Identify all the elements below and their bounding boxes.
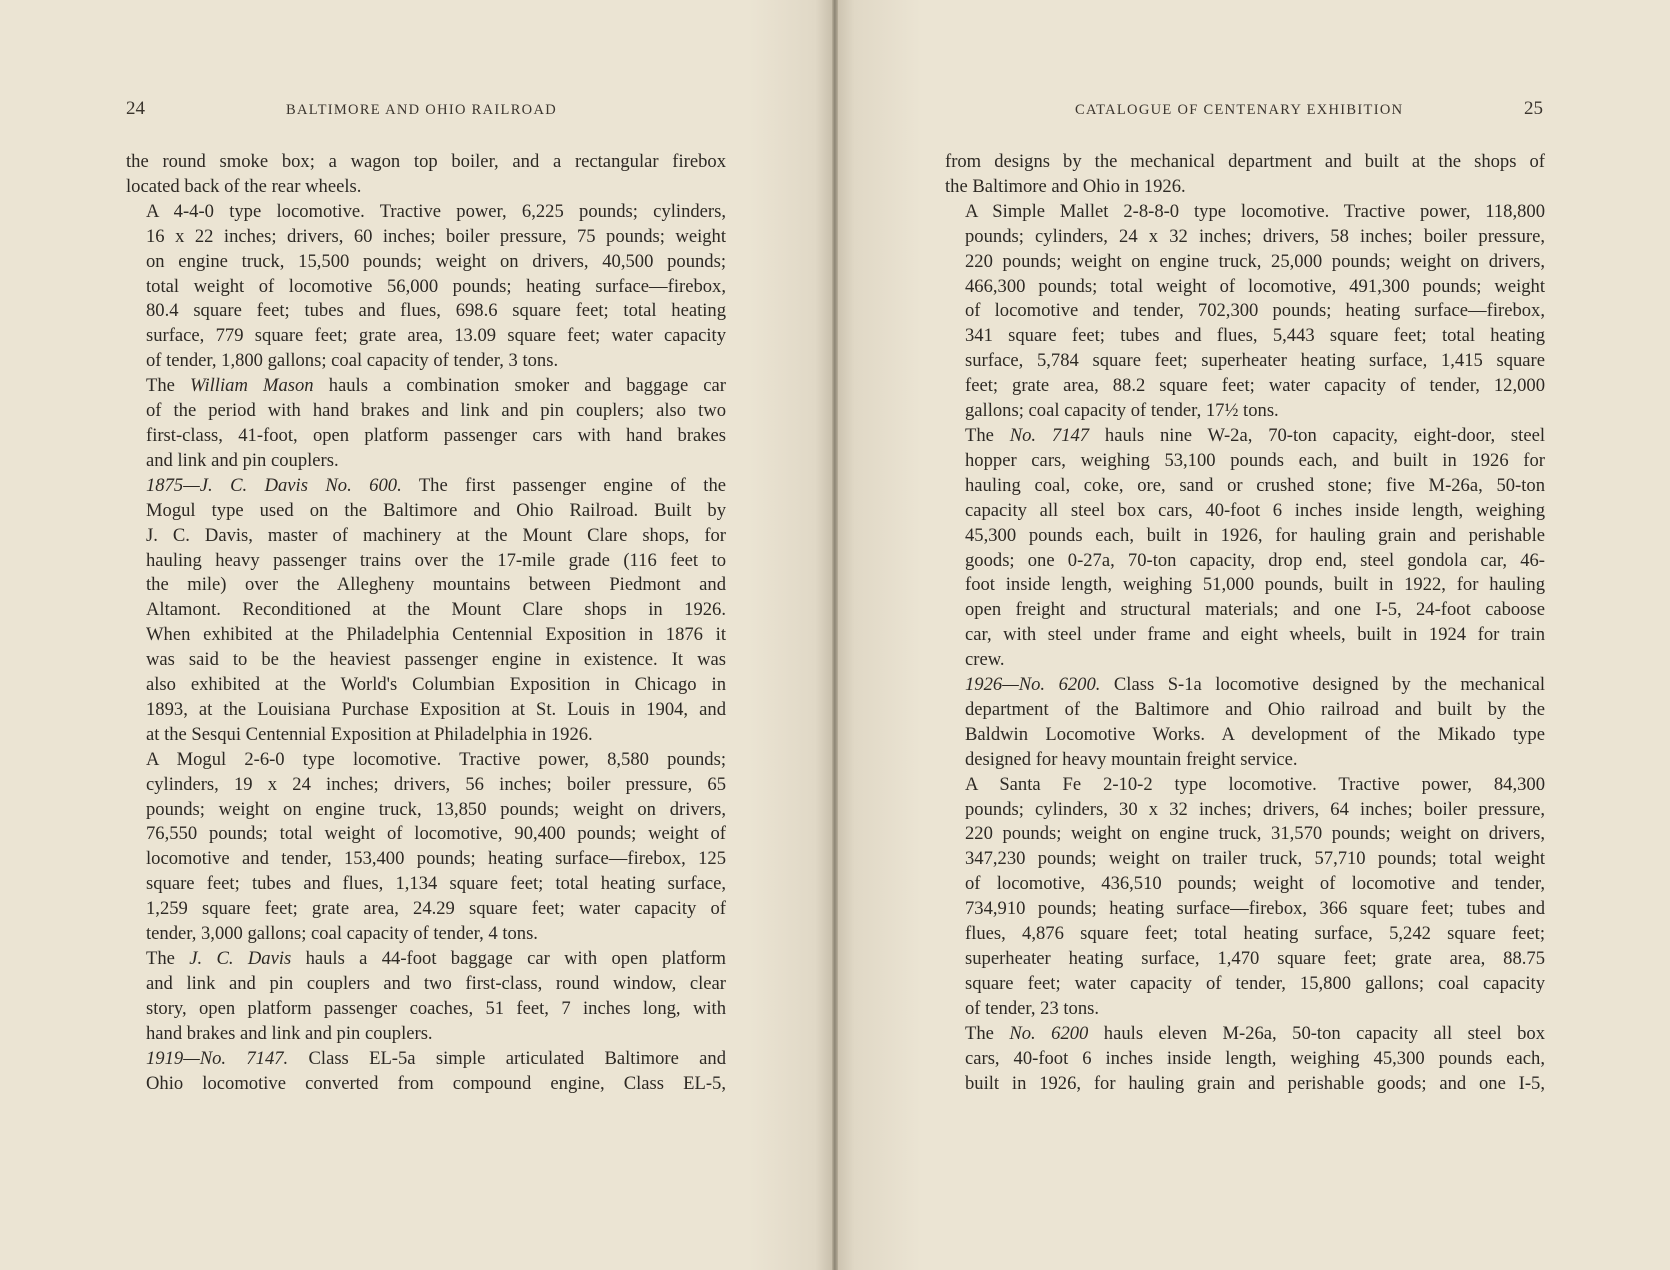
text-line: surface, 5,784 square feet; superheater heating surface, 1,415 square <box>965 350 1545 372</box>
body-text <box>945 150 1545 1096</box>
text-line: 45,300 pounds each, built in 1926, for hauling grain and perishable <box>965 524 1545 546</box>
text-line: A Mogul 2-6-0 type locomotive. Tractive power, 8,580 pounds; <box>146 748 726 770</box>
text-line: square feet; tubes and flues, 1,134 square feet; total heating surface, <box>146 873 726 895</box>
paragraph <box>945 1022 1545 1097</box>
text-line: The No. 6200 hauls eleven M-26a, 50-ton capacity all steel box <box>965 1022 1545 1044</box>
text-line: square feet; water capacity of tender, 15,800 gallons; coal capacity <box>965 972 1545 994</box>
right-page <box>838 0 1670 1270</box>
text-line: A Santa Fe 2-10-2 type locomotive. Tractive power, 84,300 <box>965 773 1545 795</box>
text-line: 341 square feet; tubes and flues, 5,443 square feet; total heating <box>965 325 1545 347</box>
text-line: surface, 779 square feet; grate area, 13.09 square feet; water capacity <box>146 325 726 347</box>
text-line: 220 pounds; weight on engine truck, 25,000 pounds; weight on drivers, <box>965 250 1545 272</box>
text-line: from designs by the mechanical department and built at the shops of <box>945 151 1545 172</box>
text-line: of tender, 23 tons. <box>965 997 1100 1019</box>
text-line: 76,550 pounds; total weight of locomotive, 90,400 pounds; weight of <box>146 823 726 845</box>
text-line: A Simple Mallet 2-8-8-0 type locomotive. Tractive power, 118,800 <box>965 200 1545 222</box>
text-line: superheater heating surface, 1,470 square feet; grate area, 88.75 <box>965 948 1545 969</box>
text-line: pounds; weight on engine truck, 13,850 pounds; weight on drivers, <box>146 798 726 820</box>
text-line: pounds; cylinders, 24 x 32 inches; drivers, 58 inches; boiler pressure, <box>965 225 1545 247</box>
paragraph <box>945 424 1545 673</box>
text-line: J. C. Davis, master of machinery at the Mount Clare shops, for <box>146 524 726 546</box>
text-line: the Baltimore and Ohio in 1926. <box>945 175 1186 197</box>
text-line: 466,300 pounds; total weight of locomotive, 491,300 pounds; weight <box>965 275 1545 297</box>
paragraph <box>945 673 1545 773</box>
page-number: 25 <box>1524 98 1543 119</box>
paragraph <box>126 474 726 748</box>
text-line: 80.4 square feet; tubes and flues, 698.6 square feet; total heating <box>146 300 726 322</box>
text-line: hopper cars, weighing 53,100 pounds each, and built in 1926 for <box>965 449 1545 471</box>
paragraph <box>126 374 726 474</box>
text-line: department of the Baltimore and Ohio railroad and built by the <box>965 698 1545 720</box>
text-line: A 4-4-0 type locomotive. Tractive power, 6,225 pounds; cylinders, <box>146 200 726 222</box>
text-line: and link and pin couplers. <box>146 449 339 471</box>
text-line: the mile) over the Allegheny mountains between Piedmont and <box>146 574 726 596</box>
text-line: The J. C. Davis hauls a 44-foot baggage car with open platform <box>146 948 726 969</box>
text-line: 16 x 22 inches; drivers, 60 inches; boiler pressure, 75 pounds; weight <box>146 225 726 247</box>
text-line: of tender, 1,800 gallons; coal capacity of tender, 3 tons. <box>146 350 559 372</box>
text-line: open freight and structural materials; and one I-5, 24-foot caboose <box>965 599 1545 621</box>
text-line: 347,230 pounds; weight on trailer truck, 57,710 pounds; total weight <box>965 848 1545 870</box>
text-line: cylinders, 19 x 24 inches; drivers, 56 inches; boiler pressure, 65 <box>146 773 726 795</box>
text-line: 1919—No. 7147. Class EL-5a simple articulated Baltimore and <box>146 1047 726 1069</box>
text-line: designed for heavy mountain freight service. <box>965 748 1298 770</box>
text-line: 1875—J. C. Davis No. 600. The first passenger engine of the <box>146 474 726 496</box>
text-line: flues, 4,876 square feet; total heating surface, 5,242 square feet; <box>965 923 1545 945</box>
text-line: locomotive and tender, 153,400 pounds; heating surface—firebox, 125 <box>146 848 726 870</box>
text-line: was said to be the heaviest passenger engine in existence. It was <box>146 649 726 671</box>
page-number: 24 <box>126 98 145 119</box>
text-line: The No. 7147 hauls nine W-2a, 70-ton capacity, eight-door, steel <box>965 424 1546 446</box>
text-line: the round smoke box; a wagon top boiler, and a rectangular firebox <box>126 151 726 172</box>
text-line: 1,259 square feet; grate area, 24.29 square feet; water capacity of <box>146 898 726 920</box>
text-line: Altamont. Reconditioned at the Mount Clare shops in 1926. <box>146 599 726 621</box>
body-text <box>126 150 726 1096</box>
text-line: at the Sesqui Centennial Exposition at Philadelphia in 1926. <box>146 723 593 745</box>
text-line: The William Mason hauls a combination smoker and baggage car <box>146 375 726 397</box>
text-line: Mogul type used on the Baltimore and Ohio Railroad. Built by <box>146 499 726 521</box>
text-line: 1926—No. 6200. Class S-1a locomotive designed by the mechanical <box>965 674 1545 696</box>
text-line: of locomotive and tender, 702,300 pounds; heating surface—firebox, <box>965 300 1545 322</box>
paragraph <box>945 200 1545 424</box>
paragraph <box>945 773 1545 1022</box>
text-line: hauling coal, coke, ore, sand or crushed stone; five M-26a, 50-ton <box>965 474 1545 496</box>
text-line: foot inside length, weighing 51,000 pounds, built in 1922, for hauling <box>965 574 1545 596</box>
text-line: capacity all steel box cars, 40-foot 6 inches inside length, weighing <box>965 499 1545 521</box>
text-line: 1893, at the Louisiana Purchase Exposition at St. Louis in 1904, and <box>146 698 726 720</box>
text-line: 734,910 pounds; heating surface—firebox, 366 square feet; tubes and <box>965 898 1545 920</box>
text-line: story, open platform passenger coaches, 51 feet, 7 inches long, with <box>146 997 726 1019</box>
text-line: hand brakes and link and pin couplers. <box>146 1022 433 1044</box>
running-head: BALTIMORE AND OHIO RAILROAD <box>286 102 557 118</box>
text-line: built in 1926, for hauling grain and perishable goods; and one I-5, <box>965 1072 1545 1094</box>
paragraph <box>126 150 726 200</box>
text-line: 220 pounds; weight on engine truck, 31,570 pounds; weight on drivers, <box>965 823 1545 845</box>
left-page <box>0 0 832 1270</box>
text-line: located back of the rear wheels. <box>126 175 362 197</box>
paragraph <box>126 748 726 947</box>
paragraph <box>126 947 726 1047</box>
text-line: total weight of locomotive 56,000 pounds; heating surface—firebox, <box>146 275 726 297</box>
text-line: hauling heavy passenger trains over the 17-mile grade (116 feet to <box>146 549 726 571</box>
text-line: on engine truck, 15,500 pounds; weight on drivers, 40,500 pounds; <box>146 250 726 272</box>
text-line: Ohio locomotive converted from compound engine, Class EL-5, <box>146 1072 726 1094</box>
text-line: of locomotive, 436,510 pounds; weight of locomotive and tender, <box>965 873 1545 895</box>
text-line: Baldwin Locomotive Works. A development of the Mikado type <box>965 723 1545 745</box>
text-line: tender, 3,000 gallons; coal capacity of tender, 4 tons. <box>146 923 538 945</box>
text-line: car, with steel under frame and eight wheels, built in 1924 for train <box>965 624 1545 646</box>
text-line: crew. <box>965 649 1005 671</box>
text-line: When exhibited at the Philadelphia Centennial Exposition in 1876 it <box>146 624 726 646</box>
text-line: goods; one 0-27a, 70-ton capacity, drop end, steel gondola car, 46- <box>965 549 1545 571</box>
text-line: feet; grate area, 88.2 square feet; water capacity of tender, 12,000 <box>965 375 1545 397</box>
paragraph <box>126 1047 726 1097</box>
text-line: pounds; cylinders, 30 x 32 inches; drivers, 64 inches; boiler pressure, <box>965 798 1545 820</box>
running-head: CATALOGUE OF CENTENARY EXHIBITION <box>1075 102 1404 118</box>
text-line: of the period with hand brakes and link and pin couplers; also two <box>146 400 726 422</box>
text-line: and link and pin couplers and two first-class, round window, clear <box>146 972 726 994</box>
text-line: gallons; coal capacity of tender, 17½ tons. <box>965 400 1279 422</box>
text-line: also exhibited at the World's Columbian Exposition in Chicago in <box>146 674 726 696</box>
text-line: cars, 40-foot 6 inches inside length, weighing 45,300 pounds each, <box>965 1047 1545 1069</box>
text-line: first-class, 41-foot, open platform passenger cars with hand brakes <box>146 424 726 446</box>
paragraph <box>126 200 726 374</box>
paragraph <box>945 150 1545 200</box>
